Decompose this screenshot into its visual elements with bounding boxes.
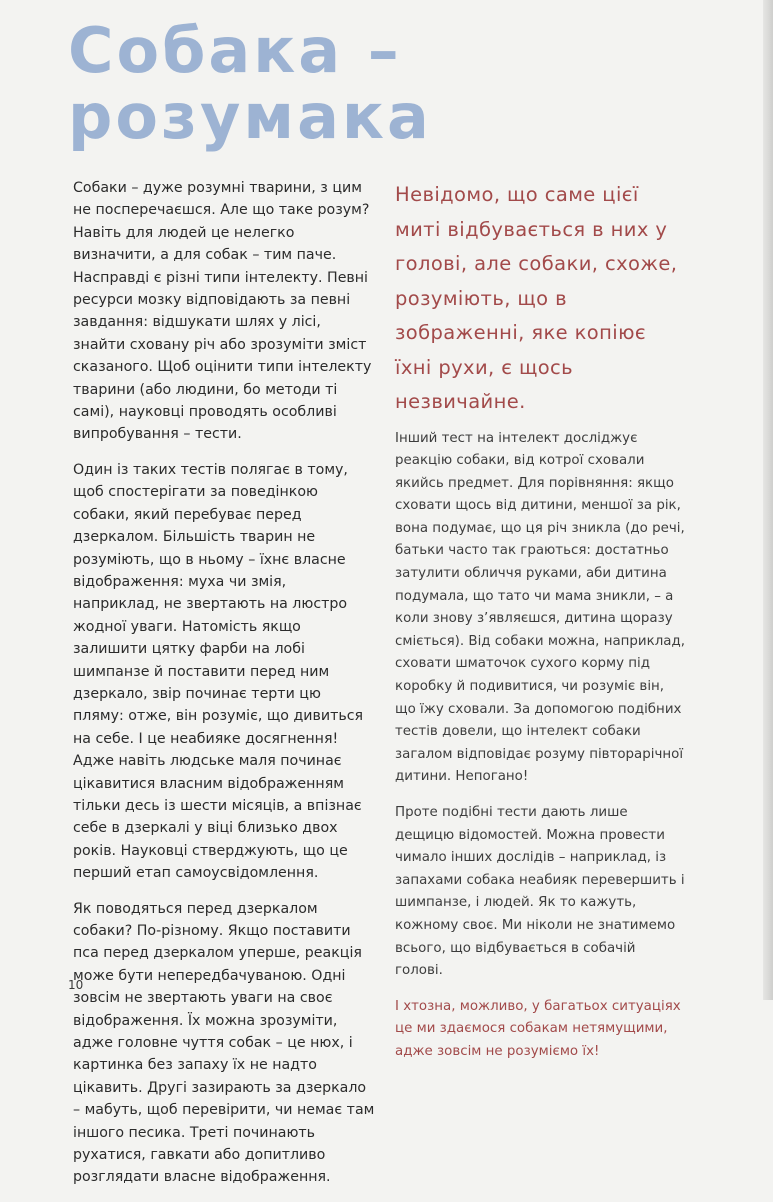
- paragraph: Проте подібні тести дають лише дещицю відомостей. Можна провести чимало інших дослідів – наприклад, із запахами собака неабияк перевершить і шимпанзе, і людей. Як то кажуть, кожному своє. Ми ніколи не знатимемо всього, що відбувається в собачій голові.: [395, 805, 685, 979]
- paragraph: Один із таких тестів полягає в тому, щоб спостерігати за поведінкою собаки, який перебуває перед дзеркалом. Більшість тварин не розуміють, що в ньому – їхнє власне відображення: муха чи змія, наприклад, не звертають на люстро жодної уваги. Натомість якщо залишити цятку фарби на лобі шимпанзе й поставити перед ним дзеркало, звір починає терти цю пляму: отже, він розуміє, що дивиться на себе. І це неабияке досягнення! Адже навіть людське маля починає цікавитися власним відображенням тільки десь із шести місяців, а впізнає себе в дзеркалі у віці близько двох років. Науковці стверджують, що це перший етап самоусвідомлення.: [73, 461, 364, 882]
- left-column: [73, 177, 375, 1202]
- title-line-2: розумака: [68, 80, 432, 153]
- paragraph: Інший тест на інтелект досліджує реакцію собаки, від котрої сховали якийсь предмет. Для порівняння: якщо сховати щось від дитини, меншої за рік, вона подумає, що ця річ зникла (до речі, батьки часто так граються: достатньо затулити обличчя руками, аби дитина подумала, що тато чи мама зникли, – а коли знову з’являєшся, дитина щоразу сміється). Від собаки можна, наприклад, сховати шматочок сухого корму під коробку й подивитися, чи розуміє він, що їжу сховали. За допомогою подібних тестів довели, що інтелект собаки загалом відповідає розуму півторарічної дитини. Непогано!: [395, 430, 685, 785]
- paragraph: Як поводяться перед дзеркалом собаки? По-різному. Якщо поставити пса перед дзеркалом уперше, реакція може бути непередбачуваною. Одні зовсім не звертають уваги на своє відображення. Їх можна зрозуміти, адже головне чуття собак – це нюх, і картинка без запаху їх не надто цікавить. Другі зазирають за дзеркало – мабуть, щоб перевірити, чи немає там іншого песика. Треті починають рухатися, гавкати або допитливо розглядати власне відображення.: [73, 900, 375, 1186]
- page-edge-shadow: [763, 0, 773, 1000]
- title-line-1: Собака –: [68, 14, 402, 87]
- paragraph: Собаки – дуже розумні тварини, з цим не посперечаєшся. Але що таке розум? Навіть для людей це нелегко визначити, а для собак – тим паче. Насправді є різні типи інтелекту. Певні ресурси мозку відповідають за певні завдання: відшукати шлях у лісі, знайти сховану річ або зрозуміти зміст сказаного. Щоб оцінити типи інтелекту тварини (або людини, бо методи ті самі), науковці проводять особливі випробування – тести.: [73, 180, 372, 443]
- page-number: 10: [68, 978, 84, 992]
- pull-quote: Невідомо, що саме цієї миті відбувається в них у голові, але собаки, схоже, розуміють, що в зображенні, яке копіює їхні рухи, є щось незвичайне.: [395, 183, 678, 413]
- right-column: [395, 178, 685, 1077]
- closing-statement: І хтозна, можливо, у багатьох ситуаціях це ми здаємося собакам нетямущими, адже зовсім не розуміємо їх!: [395, 998, 681, 1059]
- page-title: [68, 14, 432, 153]
